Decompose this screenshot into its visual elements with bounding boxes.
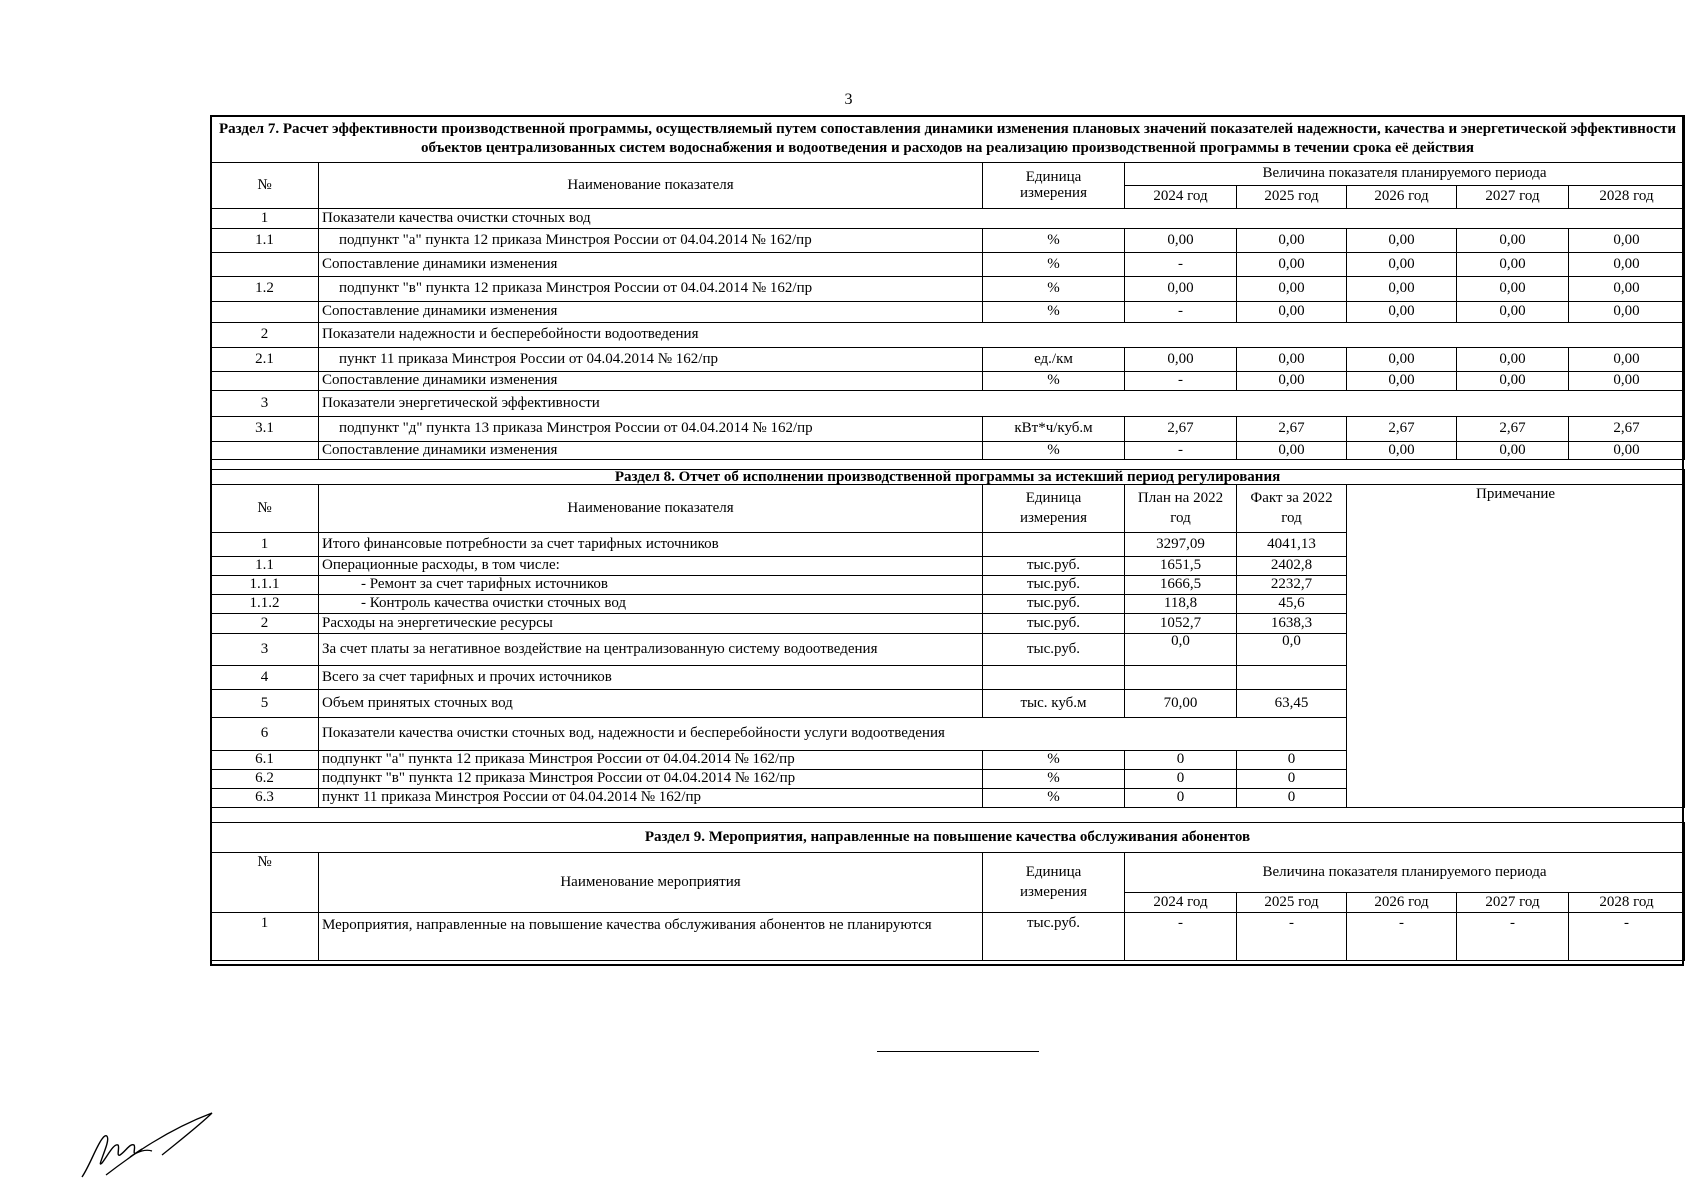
row-name: Операционные расходы, в том числе: [319, 557, 983, 576]
row-num [211, 302, 319, 323]
row-fact [1237, 666, 1347, 690]
row-num: 5 [211, 690, 319, 718]
s8-header-note: Примечание [1347, 485, 1685, 533]
row-num: 3 [211, 634, 319, 666]
row-value: 0,00 [1569, 277, 1685, 302]
row-value: - [1125, 442, 1237, 460]
row-name: подпункт "в" пункта 12 приказа Минстроя России от 04.04.2014 № 162/пр [319, 770, 983, 789]
row-num: 1.2 [211, 277, 319, 302]
s8-header-fact-line2: год [1281, 509, 1302, 526]
s9-header-year: 2027 год [1457, 893, 1569, 913]
row-fact: 4041,13 [1237, 533, 1347, 557]
row-num: 3 [211, 391, 319, 417]
row-value: 0,00 [1569, 253, 1685, 277]
s9-header-unit [983, 853, 1125, 913]
table-row [211, 229, 1685, 253]
row-value: 0,00 [1569, 442, 1685, 460]
row-plan: 0 [1125, 770, 1237, 789]
row-value: 0,00 [1457, 372, 1569, 391]
row-num: 1 [211, 913, 319, 961]
row-value: 0,00 [1457, 253, 1569, 277]
row-unit: % [983, 770, 1125, 789]
table-row [211, 302, 1685, 323]
section7-table [210, 115, 1685, 460]
table-row [211, 209, 1685, 229]
s8-header-unit-line2: измерения [1019, 509, 1087, 526]
signature-image [72, 1105, 222, 1185]
row-plan: 70,00 [1125, 690, 1237, 718]
row-value: 0,00 [1347, 277, 1457, 302]
table-row [211, 277, 1685, 302]
row-name: Сопоставление динамики изменения [319, 302, 983, 323]
row-plan: 0,0 [1125, 634, 1237, 666]
row-name: пункт 11 приказа Минстроя России от 04.04.2014 № 162/пр [319, 789, 983, 808]
section7-title: Раздел 7. Расчет эффективности производственной программы, осуществляемый путем сопоставления динамики изменения плановых значений показателей надежности, качества и энергетической эффективности объектов централизованных систем водоснабжения и водоотведения и расходов на реализацию производственной программы в течении срока её действия [211, 116, 1685, 163]
table-row [211, 253, 1685, 277]
row-unit: тыс.руб. [983, 557, 1125, 576]
row-unit: % [983, 277, 1125, 302]
row-group-name: Показатели качества очистки сточных вод [319, 209, 1685, 229]
row-value: 0,00 [1125, 229, 1237, 253]
row-group-name: Показатели качества очистки сточных вод, надежности и бесперебойности услуги водоотведения [319, 718, 1347, 751]
row-num [211, 253, 319, 277]
row-plan: 1651,5 [1125, 557, 1237, 576]
s9-header-year: 2028 год [1569, 893, 1685, 913]
section9-table [210, 822, 1685, 961]
row-unit: тыс.руб. [983, 913, 1125, 961]
row-num: 1.1 [211, 229, 319, 253]
row-unit [983, 533, 1125, 557]
row-name: пункт 11 приказа Минстроя России от 04.04.2014 № 162/пр [319, 348, 983, 372]
row-value: 2,67 [1125, 417, 1237, 442]
row-name: Мероприятия, направленные на повышение качества обслуживания абонентов не планируются [319, 913, 983, 961]
row-unit: % [983, 789, 1125, 808]
row-name: подпункт "а" пункта 12 приказа Минстроя России от 04.04.2014 № 162/пр [319, 751, 983, 770]
s8-note-cell [1347, 533, 1685, 808]
row-value: - [1569, 913, 1685, 961]
s7-header-unit-line1: Единица [1025, 168, 1082, 185]
row-num: 2 [211, 323, 319, 348]
row-name: подпункт "в" пункта 12 приказа Минстроя России от 04.04.2014 № 162/пр [319, 277, 983, 302]
row-plan: 1052,7 [1125, 614, 1237, 634]
row-num: 2 [211, 614, 319, 634]
s7-header-num: № [211, 163, 319, 209]
row-value: 2,67 [1237, 417, 1347, 442]
row-value: 0,00 [1347, 372, 1457, 391]
row-fact: 0,0 [1237, 634, 1347, 666]
row-name: - Контроль качества очистки сточных вод [319, 595, 983, 614]
section8-table [210, 469, 1685, 808]
row-value: 0,00 [1457, 229, 1569, 253]
s8-header-plan-line1: План на 2022 [1137, 489, 1224, 506]
s9-header-year: 2026 год [1347, 893, 1457, 913]
page-number: 3 [844, 91, 853, 108]
row-num: 6.2 [211, 770, 319, 789]
row-value: 2,67 [1347, 417, 1457, 442]
s7-header-year: 2025 год [1237, 186, 1347, 209]
table-row [211, 372, 1685, 391]
row-fact: 0 [1237, 751, 1347, 770]
s9-header-num: № [211, 853, 319, 913]
row-value: - [1125, 253, 1237, 277]
row-name: Расходы на энергетические ресурсы [319, 614, 983, 634]
s8-header-unit [983, 485, 1125, 533]
row-unit: % [983, 372, 1125, 391]
row-value: 0,00 [1569, 302, 1685, 323]
row-plan: 118,8 [1125, 595, 1237, 614]
row-fact: 63,45 [1237, 690, 1347, 718]
row-value: 0,00 [1237, 372, 1347, 391]
s7-header-year: 2026 год [1347, 186, 1457, 209]
s9-header-period: Величина показателя планируемого периода [1125, 853, 1685, 893]
row-num: 1.1.2 [211, 595, 319, 614]
row-num: 3.1 [211, 417, 319, 442]
row-num: 2.1 [211, 348, 319, 372]
row-value: 0,00 [1347, 302, 1457, 323]
row-name: - Ремонт за счет тарифных источников [319, 576, 983, 595]
row-name: Сопоставление динамики изменения [319, 442, 983, 460]
row-name: Сопоставление динамики изменения [319, 372, 983, 391]
s7-header-unit [983, 163, 1125, 209]
row-name: Сопоставление динамики изменения [319, 253, 983, 277]
row-value: 0,00 [1457, 348, 1569, 372]
row-unit: % [983, 253, 1125, 277]
row-name: Итого финансовые потребности за счет тарифных источников [319, 533, 983, 557]
s8-header-num: № [211, 485, 319, 533]
row-value: 2,67 [1457, 417, 1569, 442]
row-value: 0,00 [1347, 348, 1457, 372]
row-value: 0,00 [1237, 277, 1347, 302]
row-value: 0,00 [1347, 253, 1457, 277]
s8-header-plan [1125, 485, 1237, 533]
row-unit: тыс.руб. [983, 634, 1125, 666]
table-row [211, 323, 1685, 348]
section8-title: Раздел 8. Отчет об исполнении производственной программы за истекший период регулирования [211, 470, 1685, 485]
row-value: - [1237, 913, 1347, 961]
row-plan: 0 [1125, 789, 1237, 808]
s9-header-year: 2025 год [1237, 893, 1347, 913]
row-name: подпункт "а" пункта 12 приказа Минстроя России от 04.04.2014 № 162/пр [319, 229, 983, 253]
table-row [211, 913, 1685, 961]
row-num: 4 [211, 666, 319, 690]
s7-header-year: 2028 год [1569, 186, 1685, 209]
row-value: 0,00 [1569, 372, 1685, 391]
row-unit: кВт*ч/куб.м [983, 417, 1125, 442]
row-value: 0,00 [1347, 442, 1457, 460]
row-plan: 1666,5 [1125, 576, 1237, 595]
row-unit: ед./км [983, 348, 1125, 372]
s9-header-unit-line1: Единица [1025, 863, 1082, 880]
row-fact: 1638,3 [1237, 614, 1347, 634]
row-unit: % [983, 751, 1125, 770]
row-value: 0,00 [1237, 302, 1347, 323]
row-num [211, 442, 319, 460]
row-unit: тыс. куб.м [983, 690, 1125, 718]
s7-header-year: 2027 год [1457, 186, 1569, 209]
row-num: 1 [211, 209, 319, 229]
row-fact: 2402,8 [1237, 557, 1347, 576]
row-value: - [1125, 302, 1237, 323]
row-num: 6.1 [211, 751, 319, 770]
row-value: 2,67 [1569, 417, 1685, 442]
s8-header-name: Наименование показателя [319, 485, 983, 533]
s8-header-fact [1237, 485, 1347, 533]
row-value: 0,00 [1237, 229, 1347, 253]
section9-title: Раздел 9. Мероприятия, направленные на повышение качества обслуживания абонентов [211, 823, 1685, 853]
row-value: - [1125, 913, 1237, 961]
row-plan [1125, 666, 1237, 690]
s8-header-unit-line1: Единица [1025, 489, 1082, 506]
row-value: 0,00 [1347, 229, 1457, 253]
row-unit: % [983, 442, 1125, 460]
row-num: 1.1 [211, 557, 319, 576]
row-unit: тыс.руб. [983, 614, 1125, 634]
row-name: Объем принятых сточных вод [319, 690, 983, 718]
row-value: 0,00 [1237, 348, 1347, 372]
row-value: 0,00 [1237, 442, 1347, 460]
row-plan: 3297,09 [1125, 533, 1237, 557]
row-value: 0,00 [1457, 442, 1569, 460]
s8-header-fact-line1: Факт за 2022 [1250, 489, 1333, 506]
s9-header-unit-line2: измерения [1019, 883, 1087, 900]
s7-header-name: Наименование показателя [319, 163, 983, 209]
s7-header-year: 2024 год [1125, 186, 1237, 209]
row-fact: 45,6 [1237, 595, 1347, 614]
row-num [211, 372, 319, 391]
row-group-name: Показатели надежности и бесперебойности водоотведения [319, 323, 1685, 348]
closing-rule [877, 1051, 1039, 1052]
table-row [211, 391, 1685, 417]
row-unit: % [983, 229, 1125, 253]
row-name: подпункт "д" пункта 13 приказа Минстроя России от 04.04.2014 № 162/пр [319, 417, 983, 442]
s9-header-name: Наименование мероприятия [319, 853, 983, 913]
row-value: 0,00 [1569, 229, 1685, 253]
row-unit: % [983, 302, 1125, 323]
s7-header-unit-line2: измерения [1019, 184, 1087, 201]
row-group-name: Показатели энергетической эффективности [319, 391, 1685, 417]
row-unit: тыс.руб. [983, 576, 1125, 595]
row-value: 0,00 [1457, 302, 1569, 323]
table-row [211, 442, 1685, 460]
row-num: 1 [211, 533, 319, 557]
row-value: 0,00 [1457, 277, 1569, 302]
row-num: 6 [211, 718, 319, 751]
row-fact: 0 [1237, 770, 1347, 789]
row-fact: 2232,7 [1237, 576, 1347, 595]
row-value: 0,00 [1125, 348, 1237, 372]
table-row [211, 417, 1685, 442]
row-name: Всего за счет тарифных и прочих источников [319, 666, 983, 690]
row-value: 0,00 [1569, 348, 1685, 372]
row-value: 0,00 [1125, 277, 1237, 302]
row-plan: 0 [1125, 751, 1237, 770]
table-row [211, 533, 1685, 557]
row-value: - [1347, 913, 1457, 961]
row-fact: 0 [1237, 789, 1347, 808]
row-name: За счет платы за негативное воздействие на централизованную систему водоотведения [319, 634, 983, 666]
row-num: 6.3 [211, 789, 319, 808]
row-value: - [1457, 913, 1569, 961]
table-row [211, 348, 1685, 372]
s7-header-period: Величина показателя планируемого периода [1125, 163, 1685, 186]
row-value: - [1125, 372, 1237, 391]
s8-header-plan-line2: год [1170, 509, 1191, 526]
row-unit: тыс.руб. [983, 595, 1125, 614]
s9-header-year: 2024 год [1125, 893, 1237, 913]
row-unit [983, 666, 1125, 690]
row-num: 1.1.1 [211, 576, 319, 595]
row-value: 0,00 [1237, 253, 1347, 277]
